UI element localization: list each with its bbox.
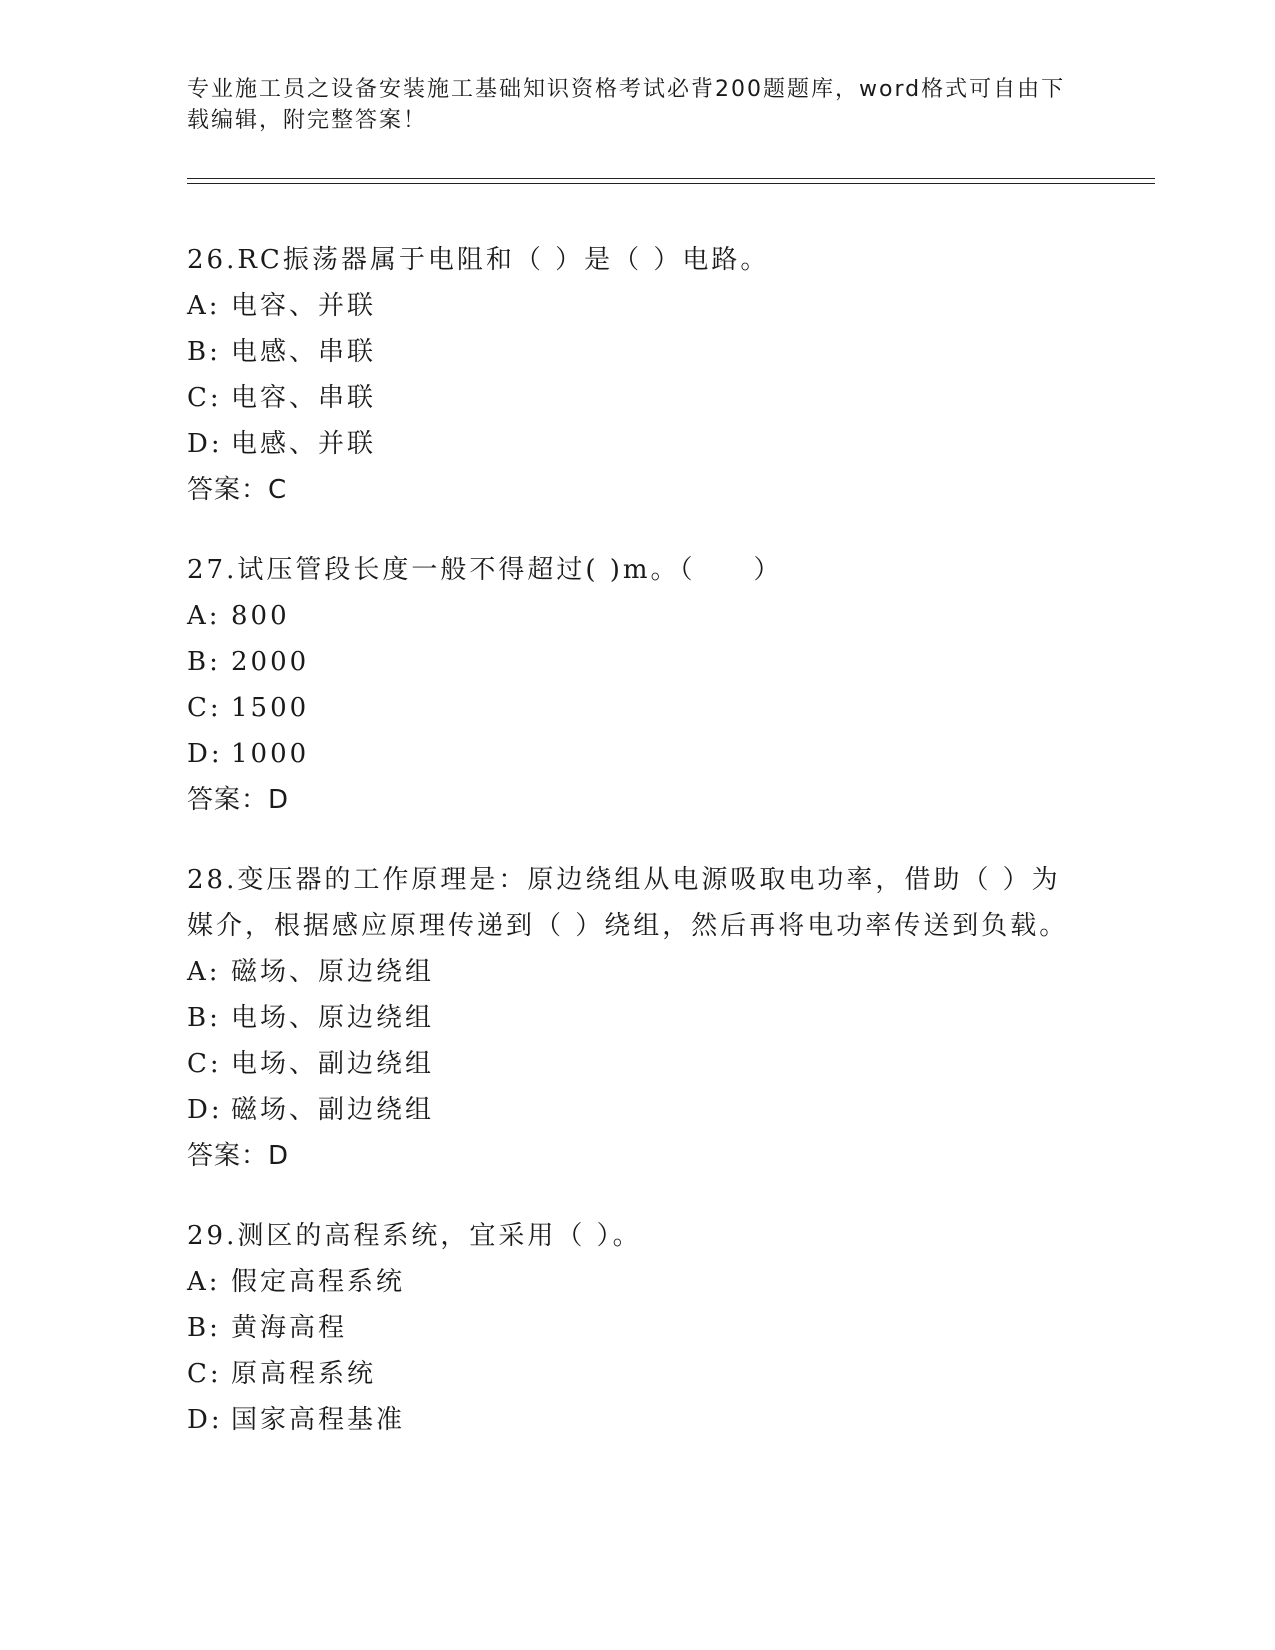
question-stem: 28.变压器的工作原理是：原边绕组从电源吸取电功率，借助（ ）为媒介，根据感应原理传递到（ ）绕组，然后再将电功率传送到负载。 [187,865,1069,941]
option-text: 电感、并联 [231,429,377,459]
option-c [187,685,1087,731]
question-27 [187,547,1087,823]
option-letter: B: [187,337,221,367]
option-letter: D: [187,429,223,459]
option-b [187,639,1087,685]
document-header: 专业施工员之设备安装施工基础知识资格考试必背200题题库，word格式可自由下载编辑，附完整答案！ [187,77,1066,133]
question-28 [187,857,1087,1179]
question-stem: 29.测区的高程系统，宜采用（ ）。 [187,1221,642,1251]
option-c [187,1041,1087,1087]
option-text: 电感、串联 [231,337,377,367]
option-text: 原高程系统 [231,1359,377,1389]
option-text: 电场、副边绕组 [231,1049,435,1079]
option-text: 假定高程系统 [231,1267,406,1297]
option-text: 磁场、副边绕组 [231,1095,435,1125]
option-letter: A: [187,957,221,987]
option-d [187,1397,1087,1443]
option-text: 1000 [231,739,310,769]
answer-line: 答案：C [187,475,288,505]
option-a [187,1259,1087,1305]
option-b [187,1305,1087,1351]
question-stem: 27.试压管段长度一般不得超过( )m。（ ） [187,555,783,585]
question-29 [187,1213,1087,1443]
option-letter: C: [187,383,222,413]
option-c [187,1351,1087,1397]
option-a [187,949,1087,995]
answer-line: 答案：D [187,1141,290,1171]
option-letter: B: [187,1313,221,1343]
option-letter: B: [187,1003,221,1033]
option-b [187,329,1087,375]
option-letter: A: [187,1267,221,1297]
option-a [187,593,1087,639]
option-d [187,421,1087,467]
option-letter: D: [187,739,223,769]
option-letter: C: [187,1359,222,1389]
option-text: 电容、串联 [231,383,377,413]
option-text: 黄海高程 [231,1313,348,1343]
option-text: 800 [231,601,290,631]
option-letter: D: [187,1405,223,1435]
header-divider-top [187,178,1155,179]
option-letter: C: [187,693,222,723]
option-text: 2000 [231,647,310,677]
question-list [187,237,1087,1477]
option-b [187,995,1087,1041]
option-a [187,283,1087,329]
option-text: 1500 [231,693,310,723]
option-letter: D: [187,1095,223,1125]
option-letter: A: [187,601,221,631]
option-d [187,1087,1087,1133]
option-letter: C: [187,1049,222,1079]
option-text: 国家高程基准 [231,1405,406,1435]
header-divider-bottom [187,183,1155,184]
option-text: 磁场、原边绕组 [231,957,435,987]
option-text: 电场、原边绕组 [231,1003,435,1033]
option-d [187,731,1087,777]
question-26 [187,237,1087,513]
option-text: 电容、并联 [231,291,377,321]
option-letter: A: [187,291,221,321]
answer-line: 答案：D [187,785,290,815]
option-c [187,375,1087,421]
question-stem: 26.RC振荡器属于电阻和（ ）是（ ）电路。 [187,245,770,275]
option-letter: B: [187,647,221,677]
